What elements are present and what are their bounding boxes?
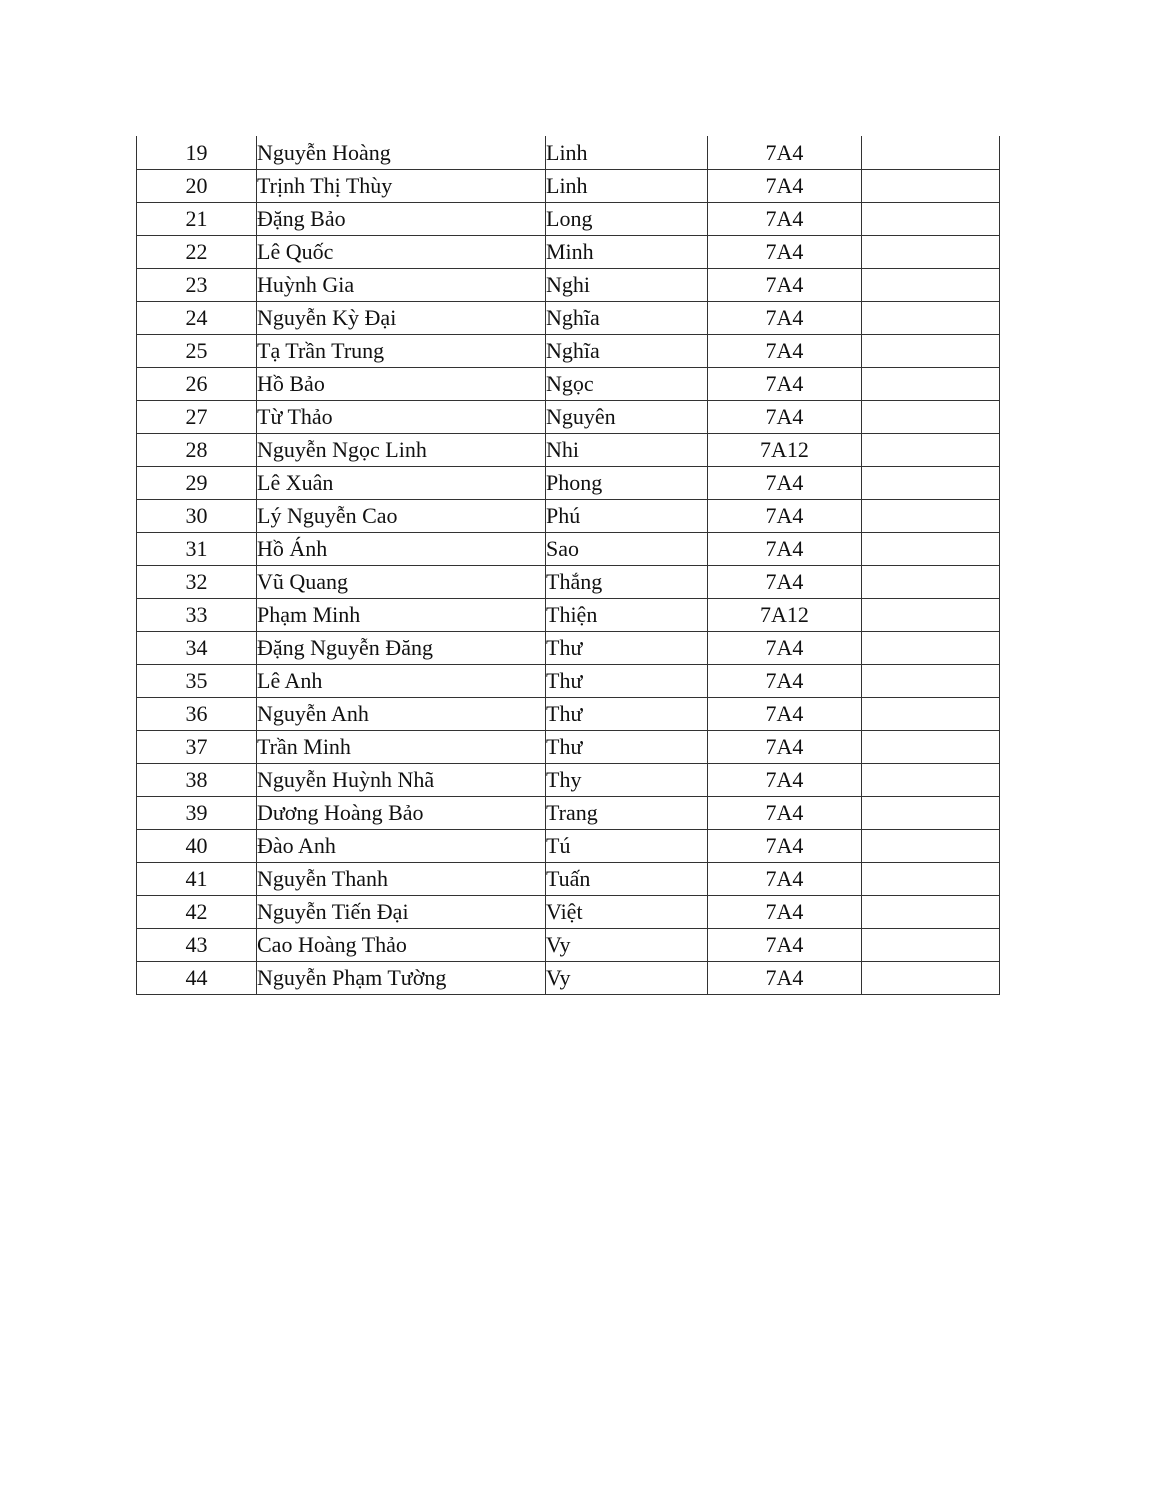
table-row <box>137 533 1000 566</box>
surname-cell: Nguyễn Phạm Tường <box>257 962 546 995</box>
row-number-cell: 40 <box>137 830 257 863</box>
note-cell <box>862 269 1000 302</box>
table-row <box>137 269 1000 302</box>
given-name-cell: Thư <box>546 731 708 764</box>
note-cell <box>862 203 1000 236</box>
row-number-cell: 28 <box>137 434 257 467</box>
table-row <box>137 863 1000 896</box>
class-cell: 7A4 <box>708 632 862 665</box>
table-row <box>137 467 1000 500</box>
class-cell: 7A4 <box>708 136 862 170</box>
surname-cell: Nguyễn Anh <box>257 698 546 731</box>
given-name-cell: Nguyên <box>546 401 708 434</box>
given-name-cell: Thắng <box>546 566 708 599</box>
row-number-cell: 36 <box>137 698 257 731</box>
note-cell <box>862 136 1000 170</box>
given-name-cell: Thư <box>546 698 708 731</box>
row-number-cell: 22 <box>137 236 257 269</box>
surname-cell: Nguyễn Huỳnh Nhã <box>257 764 546 797</box>
class-cell: 7A4 <box>708 764 862 797</box>
surname-cell: Trần Minh <box>257 731 546 764</box>
given-name-cell: Nghĩa <box>546 302 708 335</box>
row-number-cell: 34 <box>137 632 257 665</box>
note-cell <box>862 929 1000 962</box>
class-cell: 7A4 <box>708 896 862 929</box>
row-number-cell: 24 <box>137 302 257 335</box>
table-row <box>137 797 1000 830</box>
row-number-cell: 19 <box>137 136 257 170</box>
note-cell <box>862 236 1000 269</box>
given-name-cell: Long <box>546 203 708 236</box>
given-name-cell: Minh <box>546 236 708 269</box>
class-cell: 7A4 <box>708 929 862 962</box>
table-row <box>137 500 1000 533</box>
table-row <box>137 764 1000 797</box>
class-cell: 7A4 <box>708 962 862 995</box>
note-cell <box>862 368 1000 401</box>
table-row <box>137 665 1000 698</box>
row-number-cell: 37 <box>137 731 257 764</box>
row-number-cell: 39 <box>137 797 257 830</box>
table-row <box>137 599 1000 632</box>
class-cell: 7A4 <box>708 335 862 368</box>
given-name-cell: Thiện <box>546 599 708 632</box>
row-number-cell: 43 <box>137 929 257 962</box>
table-row <box>137 136 1000 170</box>
surname-cell: Lý Nguyễn Cao <box>257 500 546 533</box>
given-name-cell: Linh <box>546 136 708 170</box>
note-cell <box>862 698 1000 731</box>
table-row <box>137 368 1000 401</box>
given-name-cell: Việt <box>546 896 708 929</box>
class-cell: 7A4 <box>708 500 862 533</box>
surname-cell: Nguyễn Ngọc Linh <box>257 434 546 467</box>
table-row <box>137 830 1000 863</box>
row-number-cell: 25 <box>137 335 257 368</box>
given-name-cell: Ngọc <box>546 368 708 401</box>
class-cell: 7A4 <box>708 269 862 302</box>
note-cell <box>862 434 1000 467</box>
note-cell <box>862 401 1000 434</box>
row-number-cell: 38 <box>137 764 257 797</box>
table-row <box>137 434 1000 467</box>
note-cell <box>862 797 1000 830</box>
note-cell <box>862 467 1000 500</box>
class-cell: 7A4 <box>708 170 862 203</box>
class-cell: 7A4 <box>708 368 862 401</box>
class-cell: 7A4 <box>708 566 862 599</box>
row-number-cell: 20 <box>137 170 257 203</box>
class-cell: 7A4 <box>708 236 862 269</box>
row-number-cell: 33 <box>137 599 257 632</box>
surname-cell: Nguyễn Hoàng <box>257 136 546 170</box>
given-name-cell: Nhi <box>546 434 708 467</box>
given-name-cell: Vy <box>546 929 708 962</box>
given-name-cell: Vy <box>546 962 708 995</box>
class-cell: 7A4 <box>708 863 862 896</box>
given-name-cell: Nghĩa <box>546 335 708 368</box>
given-name-cell: Linh <box>546 170 708 203</box>
given-name-cell: Thư <box>546 632 708 665</box>
class-cell: 7A4 <box>708 797 862 830</box>
row-number-cell: 44 <box>137 962 257 995</box>
row-number-cell: 32 <box>137 566 257 599</box>
class-cell: 7A4 <box>708 533 862 566</box>
given-name-cell: Sao <box>546 533 708 566</box>
surname-cell: Lê Xuân <box>257 467 546 500</box>
surname-cell: Nguyễn Thanh <box>257 863 546 896</box>
class-cell: 7A4 <box>708 467 862 500</box>
given-name-cell: Trang <box>546 797 708 830</box>
surname-cell: Đặng Bảo <box>257 203 546 236</box>
row-number-cell: 42 <box>137 896 257 929</box>
surname-cell: Huỳnh Gia <box>257 269 546 302</box>
row-number-cell: 27 <box>137 401 257 434</box>
table-row <box>137 170 1000 203</box>
surname-cell: Đào Anh <box>257 830 546 863</box>
given-name-cell: Phong <box>546 467 708 500</box>
given-name-cell: Thy <box>546 764 708 797</box>
row-number-cell: 31 <box>137 533 257 566</box>
surname-cell: Hồ Bảo <box>257 368 546 401</box>
given-name-cell: Tuấn <box>546 863 708 896</box>
row-number-cell: 29 <box>137 467 257 500</box>
note-cell <box>862 632 1000 665</box>
surname-cell: Hồ Ánh <box>257 533 546 566</box>
surname-cell: Tạ Trần Trung <box>257 335 546 368</box>
class-cell: 7A4 <box>708 302 862 335</box>
row-number-cell: 41 <box>137 863 257 896</box>
note-cell <box>862 962 1000 995</box>
note-cell <box>862 665 1000 698</box>
surname-cell: Từ Thảo <box>257 401 546 434</box>
surname-cell: Trịnh Thị Thùy <box>257 170 546 203</box>
table-row <box>137 302 1000 335</box>
note-cell <box>862 566 1000 599</box>
table-row <box>137 236 1000 269</box>
class-cell: 7A4 <box>708 698 862 731</box>
class-cell: 7A4 <box>708 401 862 434</box>
row-number-cell: 30 <box>137 500 257 533</box>
given-name-cell: Phú <box>546 500 708 533</box>
surname-cell: Đặng Nguyễn Đăng <box>257 632 546 665</box>
student-roster-table <box>136 136 1000 995</box>
note-cell <box>862 896 1000 929</box>
surname-cell: Vũ Quang <box>257 566 546 599</box>
note-cell <box>862 500 1000 533</box>
class-cell: 7A12 <box>708 599 862 632</box>
note-cell <box>862 335 1000 368</box>
surname-cell: Lê Anh <box>257 665 546 698</box>
table-row <box>137 962 1000 995</box>
class-cell: 7A4 <box>708 203 862 236</box>
given-name-cell: Thư <box>546 665 708 698</box>
class-cell: 7A12 <box>708 434 862 467</box>
class-cell: 7A4 <box>708 731 862 764</box>
table-row <box>137 632 1000 665</box>
row-number-cell: 35 <box>137 665 257 698</box>
given-name-cell: Nghi <box>546 269 708 302</box>
note-cell <box>862 302 1000 335</box>
surname-cell: Dương Hoàng Bảo <box>257 797 546 830</box>
note-cell <box>862 170 1000 203</box>
note-cell <box>862 764 1000 797</box>
surname-cell: Lê Quốc <box>257 236 546 269</box>
row-number-cell: 23 <box>137 269 257 302</box>
surname-cell: Phạm Minh <box>257 599 546 632</box>
note-cell <box>862 731 1000 764</box>
note-cell <box>862 830 1000 863</box>
note-cell <box>862 863 1000 896</box>
table-row <box>137 698 1000 731</box>
table-row <box>137 731 1000 764</box>
table-row <box>137 896 1000 929</box>
table-row <box>137 335 1000 368</box>
surname-cell: Nguyễn Kỳ Đại <box>257 302 546 335</box>
surname-cell: Nguyễn Tiến Đại <box>257 896 546 929</box>
note-cell <box>862 533 1000 566</box>
table-row <box>137 401 1000 434</box>
surname-cell: Cao Hoàng Thảo <box>257 929 546 962</box>
given-name-cell: Tú <box>546 830 708 863</box>
class-cell: 7A4 <box>708 830 862 863</box>
note-cell <box>862 599 1000 632</box>
table-row <box>137 929 1000 962</box>
class-cell: 7A4 <box>708 665 862 698</box>
row-number-cell: 26 <box>137 368 257 401</box>
row-number-cell: 21 <box>137 203 257 236</box>
table-row <box>137 566 1000 599</box>
table-row <box>137 203 1000 236</box>
roster-body <box>137 136 1000 995</box>
